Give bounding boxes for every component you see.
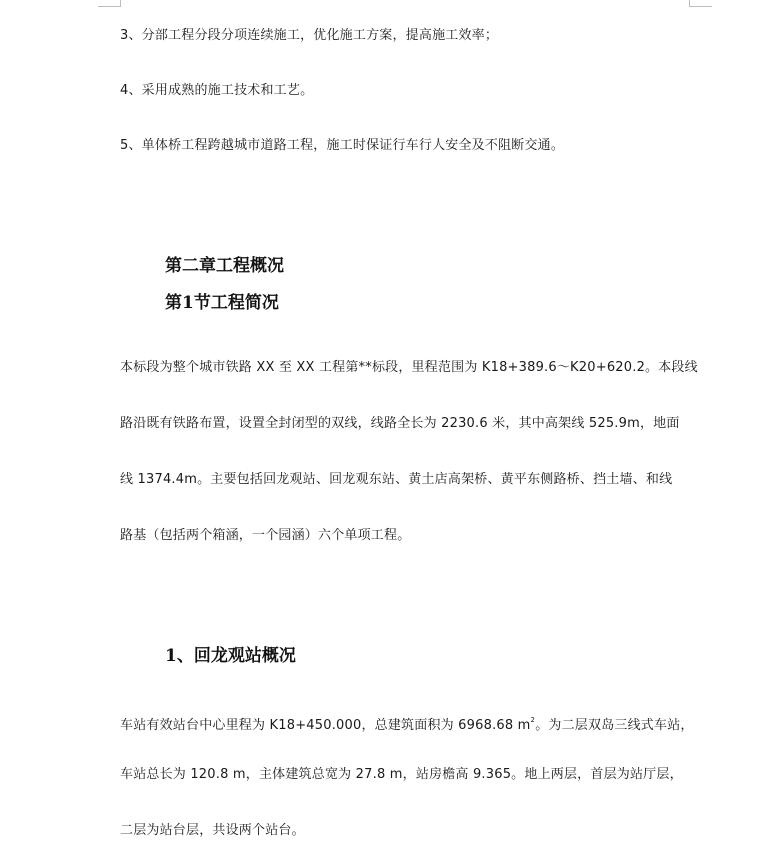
crop-mark-top-left (98, 6, 120, 7)
section-title: 第1节工程简况 (165, 293, 279, 313)
list-item: 5、单体桥工程跨越城市道路工程，施工时保证行车行人安全及不阻断交通。 (120, 138, 565, 153)
paragraph-line: 路沿既有铁路布置，设置全封闭型的双线，线路全长为 2230.6 米，其中高架线 525.9m，地面 (120, 416, 680, 431)
paragraph-line: 本标段为整个城市铁路 XX 至 XX 工程第**标段，里程范围为 K18+389.6～K20+620.2。本段线 (120, 360, 698, 375)
list-item: 3、分部工程分段分项连续施工，优化施工方案，提高施工效率； (120, 28, 499, 43)
paragraph-line: 二层为站台层，共设两个站台。 (120, 823, 305, 838)
paragraph-line: 线 1374.4m。主要包括回龙观站、回龙观东站、黄土店高架桥、黄平东侧路桥、挡土墙、和线 (120, 472, 673, 487)
chapter-title: 第二章工程概况 (165, 256, 284, 276)
paragraph-line: 车站总长为 120.8 m，主体建筑总宽为 27.8 m，站房檐高 9.365。地上两层，首层为站厅层， (120, 767, 683, 782)
list-item: 4、采用成熟的施工技术和工艺。 (120, 83, 314, 98)
crop-mark-top-right (689, 0, 690, 7)
paragraph-text: 车站有效站台中心里程为 K18+450.000，总建筑面积为 6968.68 m (120, 718, 531, 733)
crop-mark-top-left (120, 0, 121, 7)
subsection-title: 1、回龙观站概况 (165, 646, 296, 666)
paragraph-line (120, 711, 694, 735)
crop-mark-top-right (690, 6, 712, 7)
superscript: 2 (530, 716, 536, 724)
paragraph-text: 。为二层双岛三线式车站， (535, 718, 694, 733)
paragraph-line: 路基（包括两个箱涵，一个园涵）六个单项工程。 (120, 528, 411, 543)
